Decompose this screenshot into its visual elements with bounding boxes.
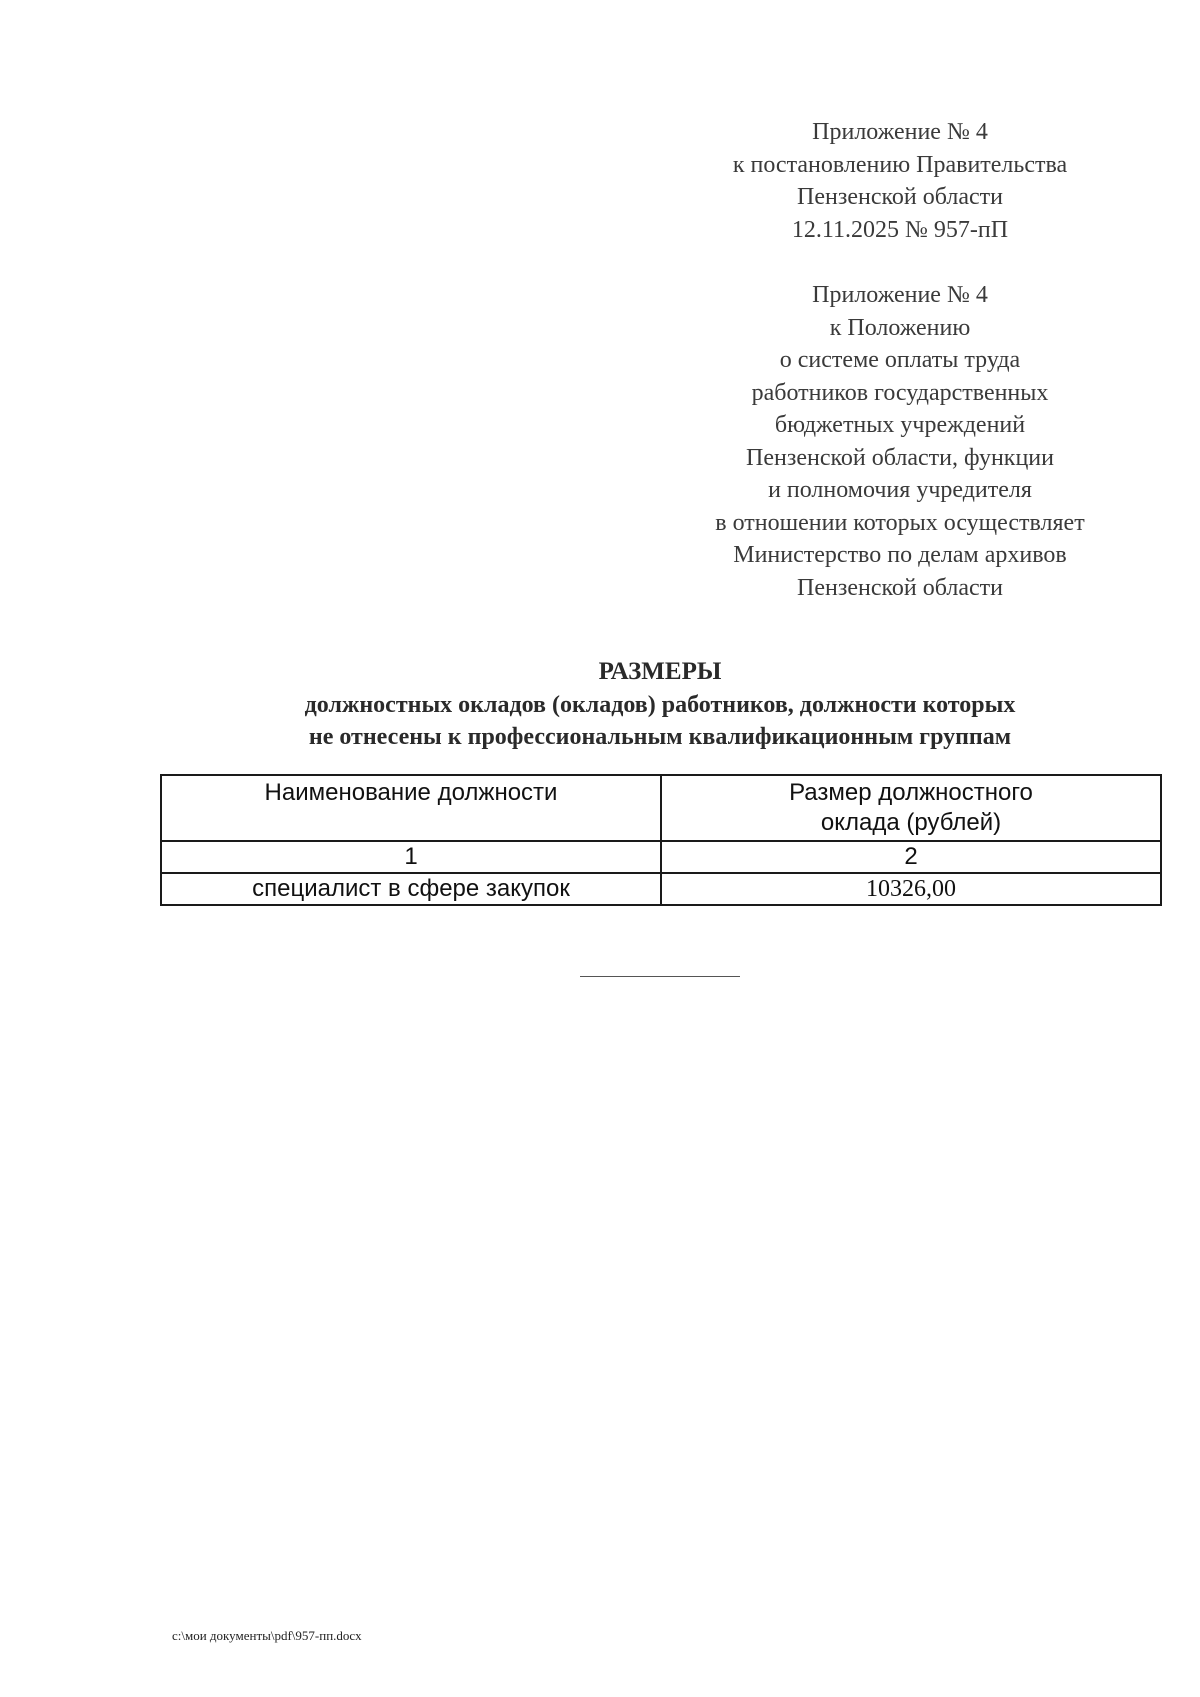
stamp-line: работников государственных <box>751 379 1049 406</box>
stamp-line: бюджетных учреждений <box>774 412 1026 438</box>
stamp-line: Пензенской области, функции <box>746 444 1054 471</box>
stamp-line: 12.11.2025 № 957-пП <box>791 216 1009 243</box>
stamp-line: Министерство по делам архивов <box>733 542 1067 568</box>
footer-file-path: c:\мои документы\pdf\957-пп.docx <box>172 1628 362 1643</box>
document-title <box>160 655 1160 753</box>
appendix-resolution-stamp <box>640 116 1160 246</box>
title-main: РАЗМЕРЫ <box>598 658 722 685</box>
title-sub-line: не отнесены к профессиональным квалификационным группам <box>308 724 1012 750</box>
cell-position: специалист в сфере закупок <box>161 873 661 905</box>
stamp-line: Приложение № 4 <box>812 282 988 308</box>
appendix-regulation-stamp <box>640 279 1160 604</box>
column-number: 1 <box>161 841 661 873</box>
table-header-row <box>161 775 1161 841</box>
column-number: 2 <box>661 841 1161 873</box>
stamp-line: Пензенской области <box>797 574 1003 601</box>
stamp-line: Пензенской области <box>797 184 1003 210</box>
stamp-line: в отношении которых осуществляет <box>715 509 1085 536</box>
stamp-line: к Положению <box>829 314 971 341</box>
header-salary-line: оклада (рублей) <box>820 809 1002 836</box>
header-salary <box>661 775 1161 841</box>
header-salary-line: Размер должностного <box>789 779 1033 806</box>
salary-table <box>160 774 1162 906</box>
table-column-numbers-row <box>161 841 1161 873</box>
end-separator-line <box>580 976 740 977</box>
title-sub-line: должностных окладов (окладов) работников, должности которых <box>304 692 1016 718</box>
stamp-line: о системе оплаты труда <box>779 347 1021 373</box>
stamp-line: к постановлению Правительства <box>732 151 1068 178</box>
cell-salary: 10326,00 <box>661 873 1161 905</box>
stamp-line: Приложение № 4 <box>812 119 988 145</box>
header-position: Наименование должности <box>161 775 661 841</box>
stamp-line: и полномочия учредителя <box>768 477 1032 503</box>
table-row <box>161 873 1161 905</box>
